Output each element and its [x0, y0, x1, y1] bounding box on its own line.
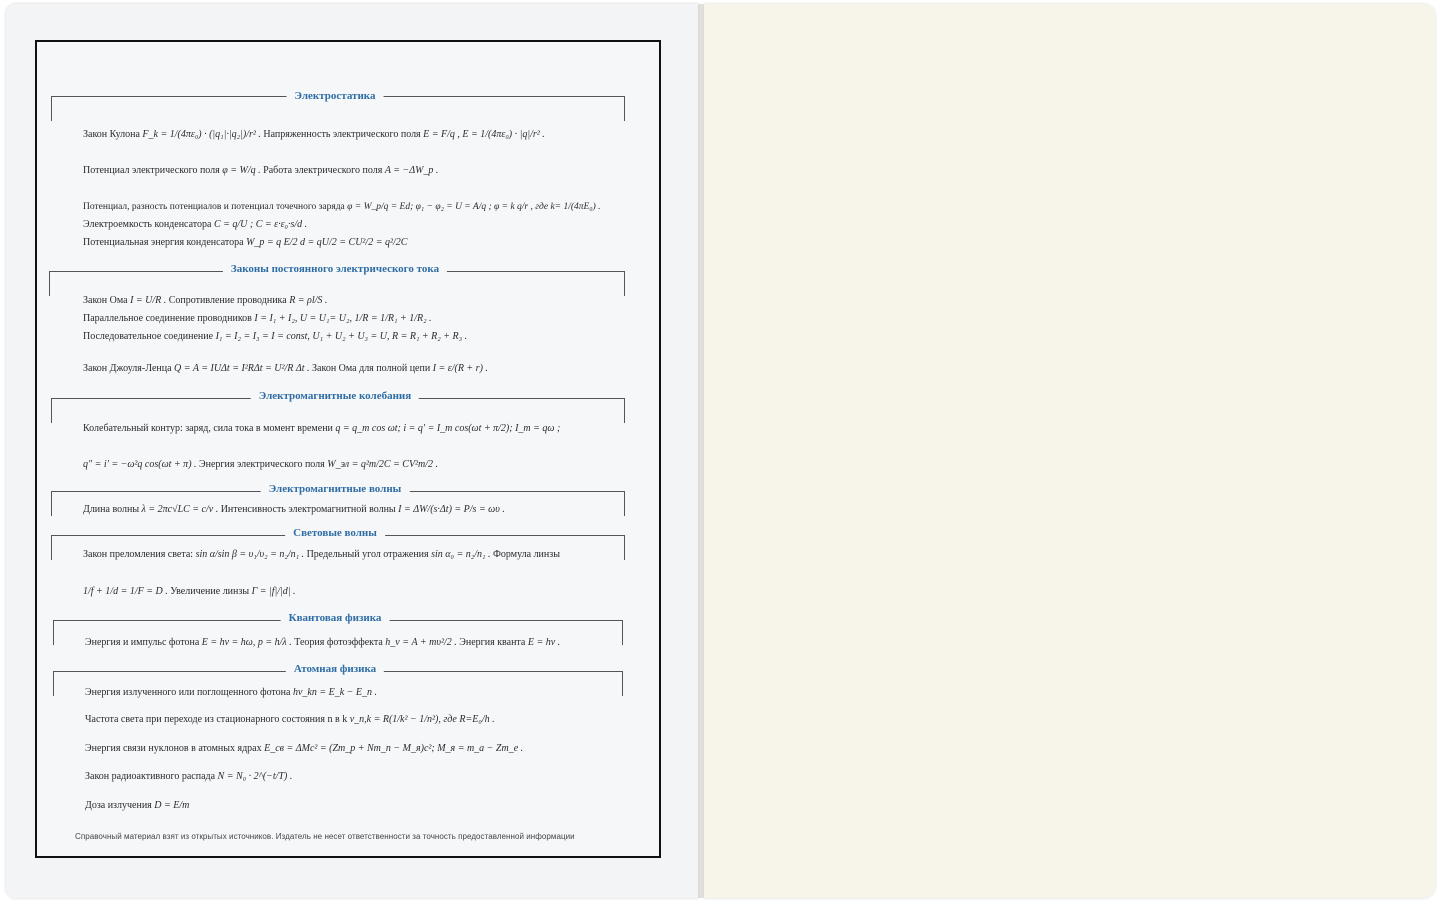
formula-line: Длина волны λ = 2πc√LC = c/ν . Интенсивность электромагнитной волны I = ΔW/(s·Δt) = P/s = ωυ .	[83, 504, 505, 515]
section-title-quantum: Квантовая физика	[281, 611, 390, 625]
formula-line: Доза излучения D = E/m	[85, 800, 190, 811]
left-page	[6, 4, 699, 898]
formula-line: Электроемкость конденсатора C = q/U ; C = ε·ε₀·s/d .	[83, 219, 308, 230]
formula-line: Энергия связи нуклонов в атомных ядрах E_св = ΔMc² = (Zm_p + Nm_n − M_я)c²; M_я = m_a − Zm_e .	[85, 743, 524, 754]
formula-line: Энергия и импульс фотона E = hν = hω, p = h/λ . Теория фотоэффекта h_ν = A + mυ²/2 . Энергия кванта E = hν .	[85, 637, 561, 648]
formula-line: Потенциал, разность потенциалов и потенциал точечного заряда φ = W_p/q = Ed; φ₁ − φ₂ = U = A/q ; φ = k q/r , где k= 1/(4πE₀) .	[83, 202, 601, 212]
formula-line: Потенциал электрического поля φ = W/q . Работа электрического поля A = −ΔW_p .	[83, 165, 439, 176]
formula-line: Закон Джоуля-Ленца Q = A = IUΔt = I²RΔt = U²/R Δt . Закон Ома для полной цепи I = ε/(R + r) .	[83, 363, 488, 374]
section-title-em-waves: Электромагнитные волны	[261, 482, 410, 496]
section-title-electrostatics: Электростатика	[287, 89, 384, 103]
formula-line: Последовательное соединение I₁ = I₂ = I₃ = I = const, U₁ + U₂ + U₃ = U, R = R₁ + R₂ + R₃ .	[83, 331, 468, 342]
formula-line: q″ = i′ = −ω²q cos(ωt + π) . Энергия электрического поля W_эл = q²m/2C = CV²m/2 .	[83, 459, 439, 470]
formula-line: 1/f + 1/d = 1/F = D . Увеличение линзы Γ = |f|/|d| .	[83, 586, 296, 597]
section-title-dc-laws: Законы постоянного электрического тока	[223, 262, 447, 276]
disclaimer-footer: Справочный материал взят из открытых источников. Издатель не несет ответственности за точность предоставленной информации	[75, 832, 575, 841]
reference-sheet	[35, 40, 661, 858]
right-page-blank	[704, 4, 1435, 898]
formula-line: Закон преломления света: sin α/sin β = υ₁/υ₂ = n₂/n₁ . Предельный угол отражения sin α₀ = n₂/n₁ . Формула линзы	[83, 549, 560, 560]
formula-line: Колебательный контур: заряд, сила тока в момент времени q = q_m cos ωt; i = q′ = I_m cos(ωt + π/2); I_m = qω ;	[83, 423, 561, 434]
section-title-em-oscillations: Электромагнитные колебания	[251, 389, 419, 403]
formula-line: Закон Ома I = U/R . Сопротивление проводника R = ρl/S .	[83, 295, 328, 306]
section-title-light-waves: Световые волны	[285, 526, 385, 540]
notebook-spread	[6, 4, 1436, 900]
formula-line: Энергия излученного или поглощенного фотона hν_kn = E_k − E_n .	[85, 687, 377, 698]
formula-line: Частота света при переходе из стационарного состояния n в k ν_n,k = R(1/k² − 1/n²), где R=E₀/h .	[85, 714, 495, 725]
formula-line: Закон Кулона F_k = 1/(4πε₀) · (|q₁|·|q₂|)/r² . Напряженность электрического поля E = F/q , E = 1/(4πε₀) · |q|/r² .	[83, 129, 545, 140]
formula-line: Параллельное соединение проводников I = I₁ + I₂, U = U₁= U₂, 1/R = 1/R₁ + 1/R₂ .	[83, 313, 432, 324]
formula-line: Потенциальная энергия конденсатора W_p = q E/2 d = qU/2 = CU²/2 = q²/2C	[83, 237, 408, 248]
formula-line: Закон радиоактивного распада N = N₀ · 2^(−t/T) .	[85, 771, 293, 782]
section-title-atomic: Атомная физика	[286, 662, 384, 676]
